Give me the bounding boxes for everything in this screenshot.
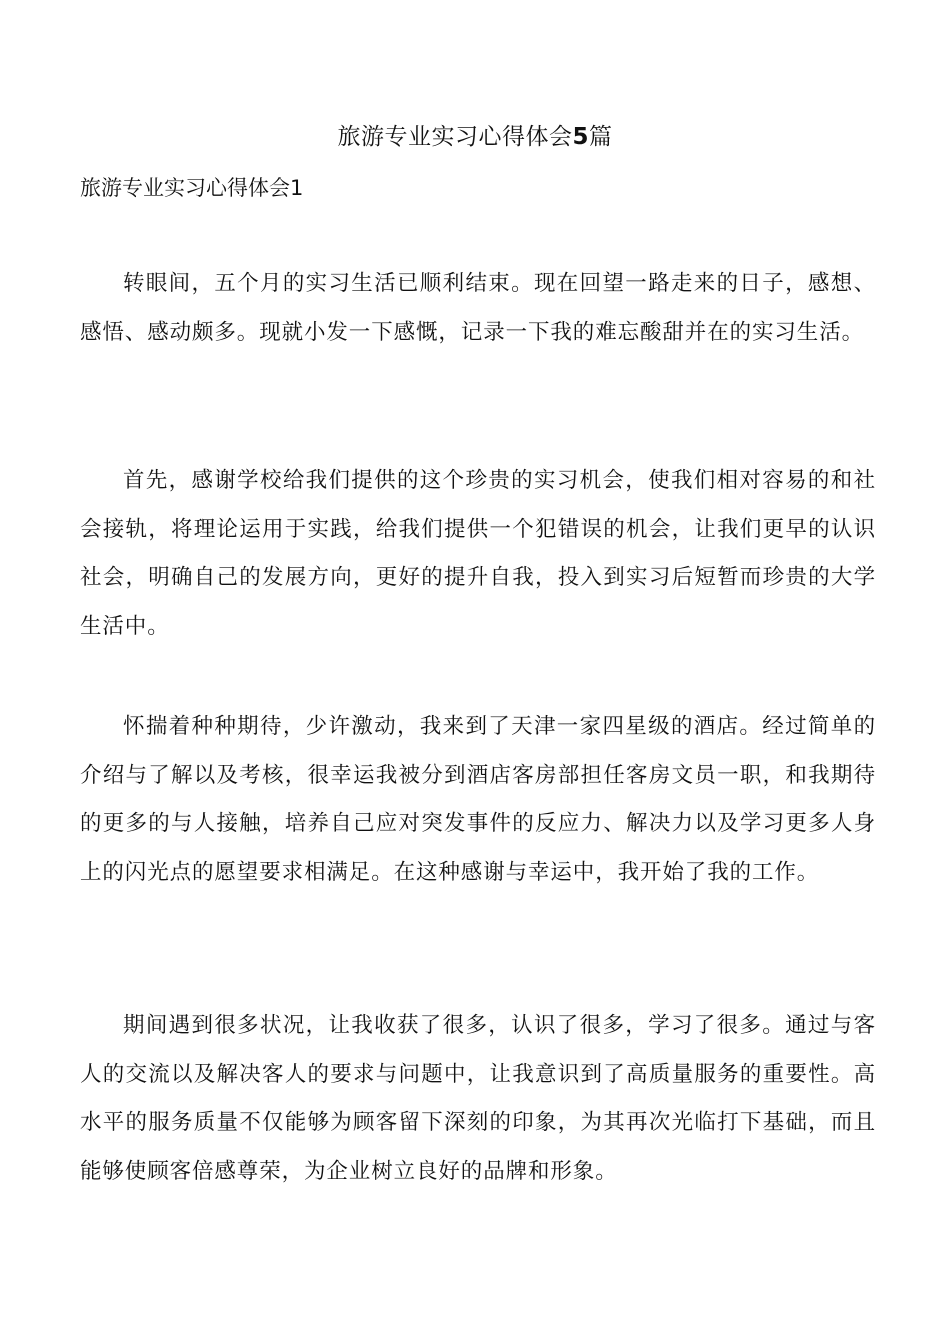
paragraph-3: 怀揣着种种期待，少许激动，我来到了天津一家四星级的酒店。经过简单的介绍与了解以及考核，很幸运我被分到酒店客房部担任客房文员一职，和我期待的更多的与人接触，培养自己应对突发事件的反应力、解决力以及学习更多人身上的闪光点的愿望要求相满足。在这种感谢与幸运中，我开始了我的工作。 bbox=[80, 714, 876, 885]
paragraph-1: 转眼间，五个月的实习生活已顺利结束。现在回望一路走来的日子，感想、感悟、感动颇多。现就小发一下感慨，记录一下我的难忘酸甜并在的实习生活。 bbox=[80, 271, 876, 345]
title-text: 旅游专业实习心得体会 bbox=[337, 124, 573, 150]
document-title bbox=[0, 120, 950, 154]
title-suffix: 篇 bbox=[589, 124, 613, 150]
title-number: 5 bbox=[572, 124, 589, 150]
paragraph-4: 期间遇到很多状况，让我收获了很多，认识了很多，学习了很多。通过与客人的交流以及解决客人的要求与问题中，让我意识到了高质量服务的重要性。高水平的服务质量不仅能够为顾客留下深刻的印象，为其再次光临打下基础，而且能够使顾客倍感尊荣，为企业树立良好的品牌和形象。 bbox=[80, 1013, 876, 1184]
paragraph-2: 首先，感谢学校给我们提供的这个珍贵的实习机会，使我们相对容易的和社会接轨，将理论运用于实践，给我们提供一个犯错误的机会，让我们更早的认识社会，明确自己的发展方向，更好的提升自我，投入到实习后短暂而珍贵的大学生活中。 bbox=[80, 468, 876, 639]
section-heading: 旅游专业实习心得体会1 bbox=[80, 176, 304, 200]
